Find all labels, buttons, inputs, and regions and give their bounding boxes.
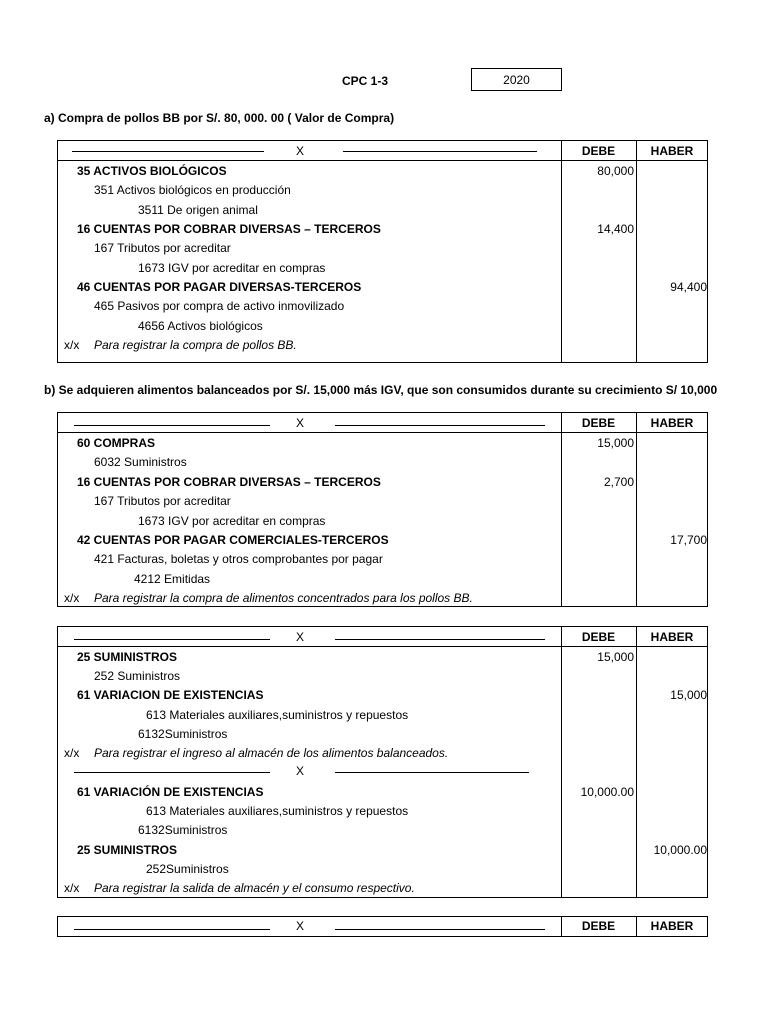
x-marker: X <box>295 919 304 933</box>
x-marker: X <box>295 630 304 644</box>
x-marker: X <box>295 416 304 430</box>
debe-amount: 15,000 <box>597 650 634 664</box>
entry-note: Para registrar el ingreso al almacén de los alimentos balanceados. <box>94 746 449 760</box>
account-line: 167 Tributos por acreditar <box>94 494 231 508</box>
account-line: 3511 De origen animal <box>138 203 258 217</box>
account-line: 4212 Emitidas <box>134 572 211 586</box>
haber-amount: 15,000 <box>670 688 707 702</box>
account-line: 46 CUENTAS POR PAGAR DIVERSAS-TERCEROS <box>77 280 362 294</box>
account-line: 60 COMPRAS <box>77 436 156 450</box>
haber-amount: 10,000.00 <box>653 843 707 857</box>
account-line: 6132Suministros <box>138 823 228 837</box>
account-line: 4656 Activos biológicos <box>138 319 263 333</box>
account-line: 351 Activos biológicos en producción <box>94 183 291 197</box>
note-ref: x/x <box>64 881 80 895</box>
journal-table-b <box>57 412 708 607</box>
account-line: 252 Suministros <box>94 669 181 683</box>
note-ref: x/x <box>64 338 80 352</box>
debe-header: DEBE <box>581 630 616 644</box>
journal-table-d <box>57 916 708 937</box>
x-marker: X <box>295 764 304 778</box>
year-box <box>471 68 562 91</box>
entry-note: Para registrar la salida de almacén y el consumo respectivo. <box>94 881 415 895</box>
debe-amount: 10,000.00 <box>580 785 634 799</box>
section-b-title: b) Se adquieren alimentos balanceados por S/. 15,000 más IGV, que son consumidos durante su crecimiento S/ 10,000 <box>44 383 718 397</box>
account-line: 16 CUENTAS POR COBRAR DIVERSAS – TERCEROS <box>77 222 381 236</box>
account-line: 16 CUENTAS POR COBRAR DIVERSAS – TERCEROS <box>77 475 381 489</box>
haber-header: HABER <box>650 630 694 644</box>
haber-header: HABER <box>650 919 694 933</box>
debe-amount: 2,700 <box>603 475 634 489</box>
debe-header: DEBE <box>581 416 616 430</box>
haber-header: HABER <box>650 416 694 430</box>
debe-header: DEBE <box>581 144 616 158</box>
account-line: 465 Pasivos por compra de activo inmovilizado <box>94 299 345 313</box>
account-line: 421 Facturas, boletas y otros comprobantes por pagar <box>94 552 383 566</box>
note-ref: x/x <box>64 746 80 760</box>
debe-amount: 15,000 <box>597 436 634 450</box>
haber-header: HABER <box>650 144 694 158</box>
note-ref: x/x <box>64 591 80 605</box>
account-line: 61 VARIACIÓN DE EXISTENCIAS <box>77 785 264 799</box>
account-line: 42 CUENTAS POR PAGAR COMERCIALES-TERCEROS <box>77 533 389 547</box>
account-line: 1673 IGV por acreditar en compras <box>138 261 326 275</box>
account-line: 613 Materiales auxiliares,suministros y repuestos <box>146 708 409 722</box>
account-line: 1673 IGV por acreditar en compras <box>138 514 326 528</box>
journal-table-a <box>57 140 708 363</box>
debe-header: DEBE <box>581 919 616 933</box>
haber-amount: 94,400 <box>670 280 707 294</box>
document-code: CPC 1-3 <box>342 74 389 88</box>
account-line: 25 SUMINISTROS <box>77 650 178 664</box>
x-marker: X <box>295 144 304 158</box>
account-line: 167 Tributos por acreditar <box>94 241 231 255</box>
account-line: 6132Suministros <box>138 727 228 741</box>
year-value: 2020 <box>503 73 530 87</box>
account-line: 25 SUMINISTROS <box>77 843 178 857</box>
haber-amount: 17,700 <box>670 533 707 547</box>
account-line: 613 Materiales auxiliares,suministros y repuestos <box>146 804 409 818</box>
account-line: 252Suministros <box>146 862 229 876</box>
account-line: 61 VARIACION DE EXISTENCIAS <box>77 688 264 702</box>
entry-note: Para registrar la compra de alimentos concentrados para los pollos BB. <box>94 591 473 605</box>
debe-amount: 80,000 <box>597 164 634 178</box>
account-line: 35 ACTIVOS BIOLÓGICOS <box>77 164 227 178</box>
section-a-title: a) Compra de pollos BB por S/. 80, 000. 00 ( Valor de Compra) <box>44 111 395 125</box>
entry-note: Para registrar la compra de pollos BB. <box>94 338 297 352</box>
debe-amount: 14,400 <box>597 222 634 236</box>
account-line: 6032 Suministros <box>94 455 187 469</box>
journal-table-c <box>57 626 708 898</box>
